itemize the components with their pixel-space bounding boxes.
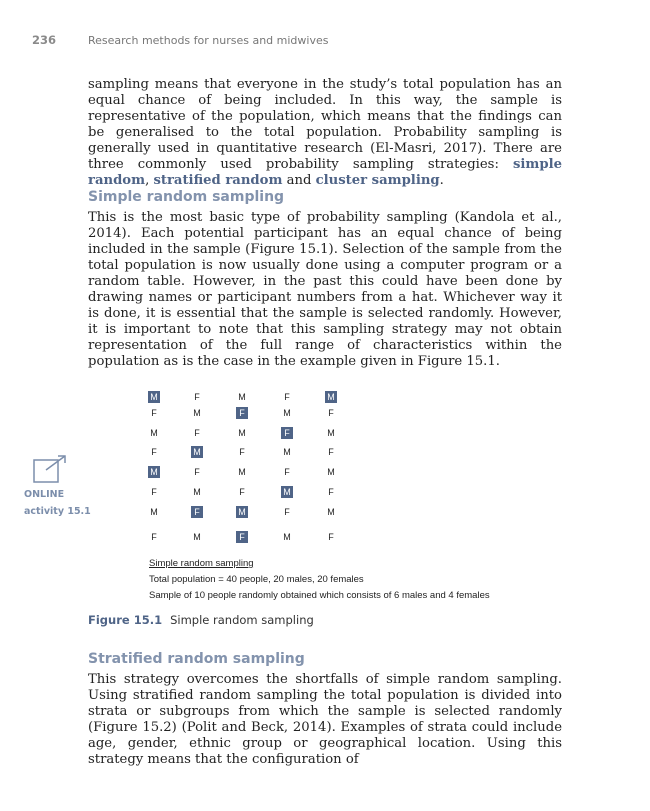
selected-participant: M	[191, 446, 203, 458]
figure-caption-text: Simple random sampling	[170, 613, 314, 627]
selected-participant: M	[148, 391, 160, 403]
selected-participant: F	[236, 531, 248, 543]
intro-paragraph	[88, 77, 562, 189]
participant: F	[151, 447, 157, 457]
selected-participant: F	[191, 506, 203, 518]
participant: M	[327, 467, 335, 477]
figure-note-title: Simple random sampling	[149, 558, 254, 569]
participant: M	[327, 507, 335, 517]
section-heading-simple-random: Simple random sampling	[88, 189, 285, 205]
separator: ,	[145, 173, 154, 188]
online-label: ONLINE	[24, 489, 65, 500]
activity-number: activity 15.1	[24, 506, 91, 517]
keyword-stratified-random[interactable]: stratified random	[153, 173, 283, 188]
separator: and	[282, 173, 316, 188]
terminator: .	[439, 173, 444, 188]
participant: M	[193, 408, 201, 418]
participant: M	[238, 428, 246, 438]
selected-participant: F	[236, 407, 248, 419]
selected-participant: M	[148, 466, 160, 478]
participant: F	[328, 487, 334, 497]
figure-caption	[88, 613, 314, 627]
page-number: 236	[32, 33, 57, 47]
figure-note-sample: Sample of 10 people randomly obtained which consists of 6 males and 4 females	[149, 590, 490, 601]
selected-participant: F	[281, 427, 293, 439]
participant: F	[151, 532, 157, 542]
participant: F	[239, 447, 245, 457]
participant: F	[328, 532, 334, 542]
running-header: Research methods for nurses and midwives	[88, 34, 329, 47]
section-heading-stratified-random: Stratified random sampling	[88, 651, 305, 667]
participant: F	[151, 487, 157, 497]
participant: F	[239, 487, 245, 497]
participant: F	[194, 428, 200, 438]
participant: F	[328, 408, 334, 418]
participant: M	[283, 532, 291, 542]
participant: F	[284, 467, 290, 477]
selected-participant: M	[325, 391, 337, 403]
participant: M	[150, 507, 158, 517]
selected-participant: M	[236, 506, 248, 518]
online-activity-badge[interactable]	[24, 454, 94, 518]
participant: F	[284, 392, 290, 402]
participant: M	[283, 408, 291, 418]
participant: M	[150, 428, 158, 438]
intro-text: sampling means that everyone in the study’s total population has an equal chance of being included. In this way, the sample is representative of the population, which means that the findings can be generalised to the total population. Probability sampling is generally used in quantitative research (El-Masri, 2017). There are three commonly used probability sampling strategies:	[88, 77, 562, 172]
stratified-random-paragraph: This strategy overcomes the shortfalls of simple random sampling. Using stratified random sampling the total population is divided into strata or subgroups from which the sample is selected randomly (Figure 15.2) (Polit and Beck, 2014). Examples of strata could include age, gender, ethnic group or geographical location. Using this strategy means that the configuration of	[88, 672, 562, 767]
participant: M	[238, 392, 246, 402]
participant: F	[328, 447, 334, 457]
simple-random-paragraph: This is the most basic type of probability sampling (Kandola et al., 2014). Each potential participant has an equal chance of being included in the sample (Figure 15.1). Selection of the sample from the total population is now usually done using a computer program or a random table. However, in the past this could have been done by drawing names or participant numbers from a hat. Whichever way it is done, it is essential that the sample is selected randomly. However, it is important to note that this sampling strategy may not obtain representation of the full range of characteristics within the population as is the case in the example given in Figure 15.1.	[88, 210, 562, 369]
participant: M	[193, 487, 201, 497]
figure-label: Figure 15.1	[88, 613, 163, 627]
participant: M	[283, 447, 291, 457]
participant: F	[284, 507, 290, 517]
keyword-simple-random[interactable]: simple random	[88, 157, 562, 188]
external-link-icon	[33, 454, 69, 484]
participant: F	[151, 408, 157, 418]
participant: F	[194, 392, 200, 402]
keyword-cluster-sampling[interactable]: cluster sampling	[315, 173, 440, 188]
participant: F	[194, 467, 200, 477]
participant: M	[238, 467, 246, 477]
selected-participant: M	[281, 486, 293, 498]
participant: M	[327, 428, 335, 438]
figure-note-population: Total population = 40 people, 20 males, 20 females	[149, 574, 364, 585]
participant: M	[193, 532, 201, 542]
